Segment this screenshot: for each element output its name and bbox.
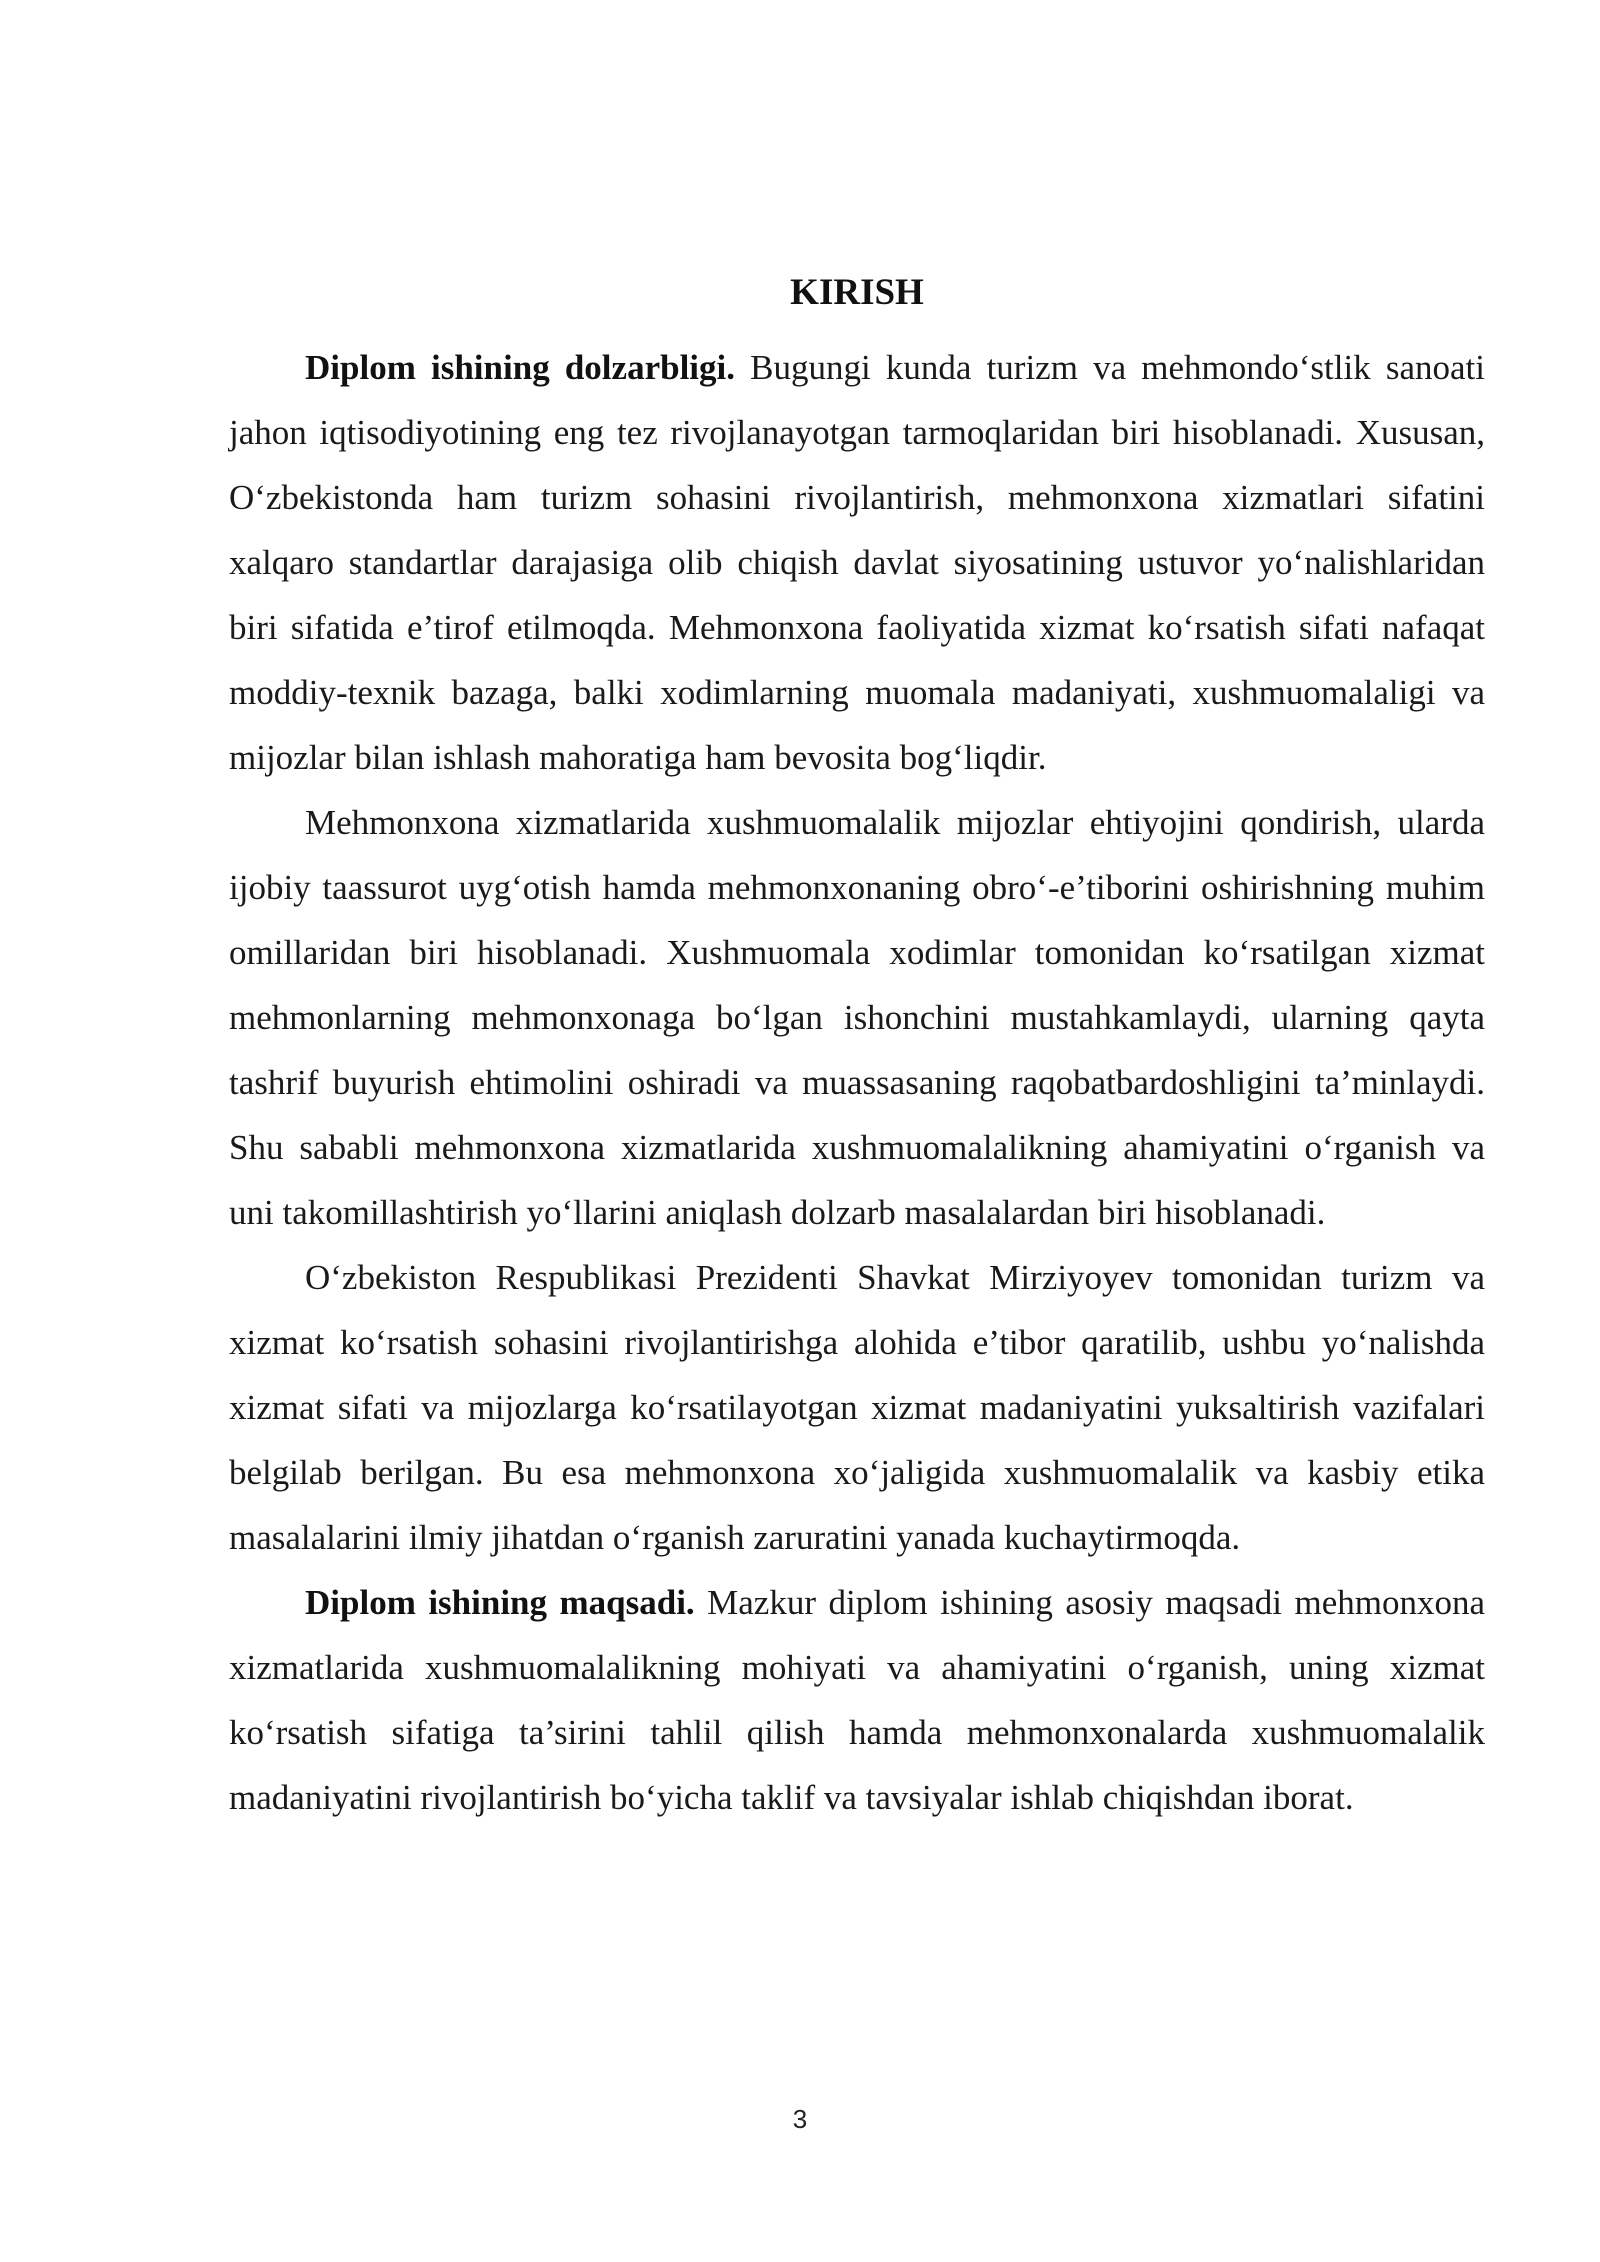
paragraph-text: Bugungi kunda turizm va mehmondo‘stlik sanoati jahon iqtisodiyotining eng tez rivojlanayotgan tarmoqlaridan biri hisoblanadi. Xususan, O‘zbekistonda ham turizm sohasini rivojlantirish, mehmonxona xizmatlari sifatini xalqaro standartlar darajasiga olib chiqish davlat siyosatining ustuvor yo‘nalishlaridan biri sifatida e’tirof etilmoqda. Mehmonxona faoliyatida xizmat ko‘rsatish sifati nafaqat moddiy-texnik bazaga, balki xodimlarning muomala madaniyati, xushmuomalaligi va mijozlar bilan ishlash mahoratiga ham bevosita bog‘liqdir.	[229, 348, 1485, 777]
paragraph-text: Mehmonxona xizmatlarida xushmuomalalik mijozlar ehtiyojini qondirish, ularda ijobiy taassurot uyg‘otish hamda mehmonxonaning obro‘-e’tiborini oshirishning muhim omillaridan biri hisoblanadi. Xushmuomala xodimlar tomonidan ko‘rsatilgan xizmat mehmonlarning mehmonxonaga bo‘lgan ishonchini mustahkamlaydi, ularning qayta tashrif buyurish ehtimolini oshiradi va muassasaning raqobatbardoshligini ta’minlaydi. Shu sababli mehmonxona xizmatlarida xushmuomalalikning ahamiyatini o‘rganish va uni takomillashtirish yo‘llarini aniqlash dolzarb masalalardan biri hisoblanadi.	[229, 803, 1485, 1232]
page-number: 3	[792, 2104, 808, 2134]
section-title: KIRISH	[790, 272, 924, 313]
paragraph-relevance	[229, 335, 1485, 790]
paragraph-lead: Diplom ishining dolzarbligi.	[305, 348, 735, 387]
paragraph-goal	[229, 1570, 1485, 1830]
paragraph-text: Mazkur diplom ishining asosiy maqsadi mehmonxona xizmatlarida xushmuomalalikning mohiyati va ahamiyatini o‘rganish, uning xizmat ko‘rsatish sifatiga ta’sirini tahlil qilish hamda mehmonxonalarda xushmuomalalik madaniyatini rivojlantirish bo‘yicha taklif va tavsiyalar ishlab chiqishdan iborat.	[229, 1583, 1485, 1817]
paragraph-text: O‘zbekiston Respublikasi Prezidenti Shavkat Mirziyoyev tomonidan turizm va xizmat ko‘rsatish sohasini rivojlantirishga alohida e’tibor qaratilib, ushbu yo‘nalishda xizmat sifati va mijozlarga ko‘rsatilayotgan xizmat madaniyatini yuksaltirish vazifalari belgilab berilgan. Bu esa mehmonxona xo‘jaligida xushmuomalalik va kasbiy etika masalalarini ilmiy jihatdan o‘rganish zaruratini yanada kuchaytirmoqda.	[229, 1258, 1485, 1557]
document-body	[229, 270, 1485, 1830]
paragraph-lead: Diplom ishining maqsadi.	[305, 1583, 695, 1622]
paragraph-president	[229, 1245, 1485, 1570]
paragraph-hospitality	[229, 790, 1485, 1245]
